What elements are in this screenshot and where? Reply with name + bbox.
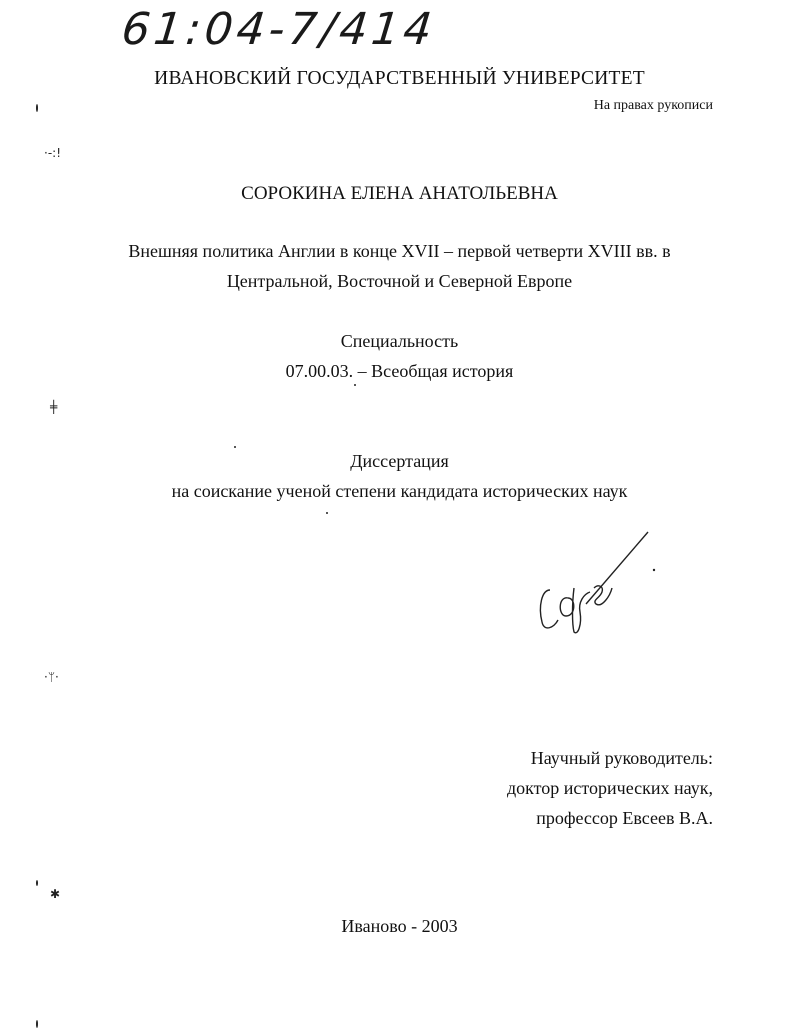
handwritten-archive-code: 61:04-7/414 — [119, 4, 439, 55]
scan-speck — [234, 446, 236, 448]
specialty-code: 07.00.03. – Всеобщая история — [285, 361, 514, 381]
degree-text: на соискание ученой степени кандидата исторических наук — [171, 481, 628, 501]
city-year: Иваново - 2003 — [341, 916, 458, 936]
dissertation-label: Диссертация — [350, 451, 449, 471]
scan-mark: ╪ — [50, 400, 58, 414]
scan-mark: ✱ — [50, 887, 61, 901]
specialty-label: Специальность — [340, 331, 459, 351]
rights-note: На правах рукописи — [593, 98, 713, 113]
title-line-2: Центральной, Восточной и Северной Европе — [226, 271, 573, 291]
scan-speck — [326, 512, 328, 514]
author-name: СОРОКИНА ЕЛЕНА АНАТОЛЬЕВНА — [241, 183, 558, 204]
supervisor-degree: доктор исторических наук, — [507, 778, 713, 798]
supervisor-name: профессор Евсеев В.А. — [536, 808, 713, 828]
scan-mark: ·ᛘ· — [44, 670, 59, 684]
scan-mark: ·‑:! — [44, 146, 61, 160]
supervisor-title: Научный руководитель: — [530, 748, 713, 768]
scan-speck — [354, 384, 356, 386]
title-line-1: Внешняя политика Англии в конце XVII – первой четверти XVIII вв. в — [128, 241, 671, 261]
scan-speck — [36, 104, 38, 112]
handwritten-signature — [528, 528, 658, 638]
university-name: ИВАНОВСКИЙ ГОСУДАРСТВЕННЫЙ УНИВЕРСИТЕТ — [154, 68, 645, 89]
scan-speck — [36, 1020, 38, 1028]
scan-speck — [36, 880, 38, 886]
